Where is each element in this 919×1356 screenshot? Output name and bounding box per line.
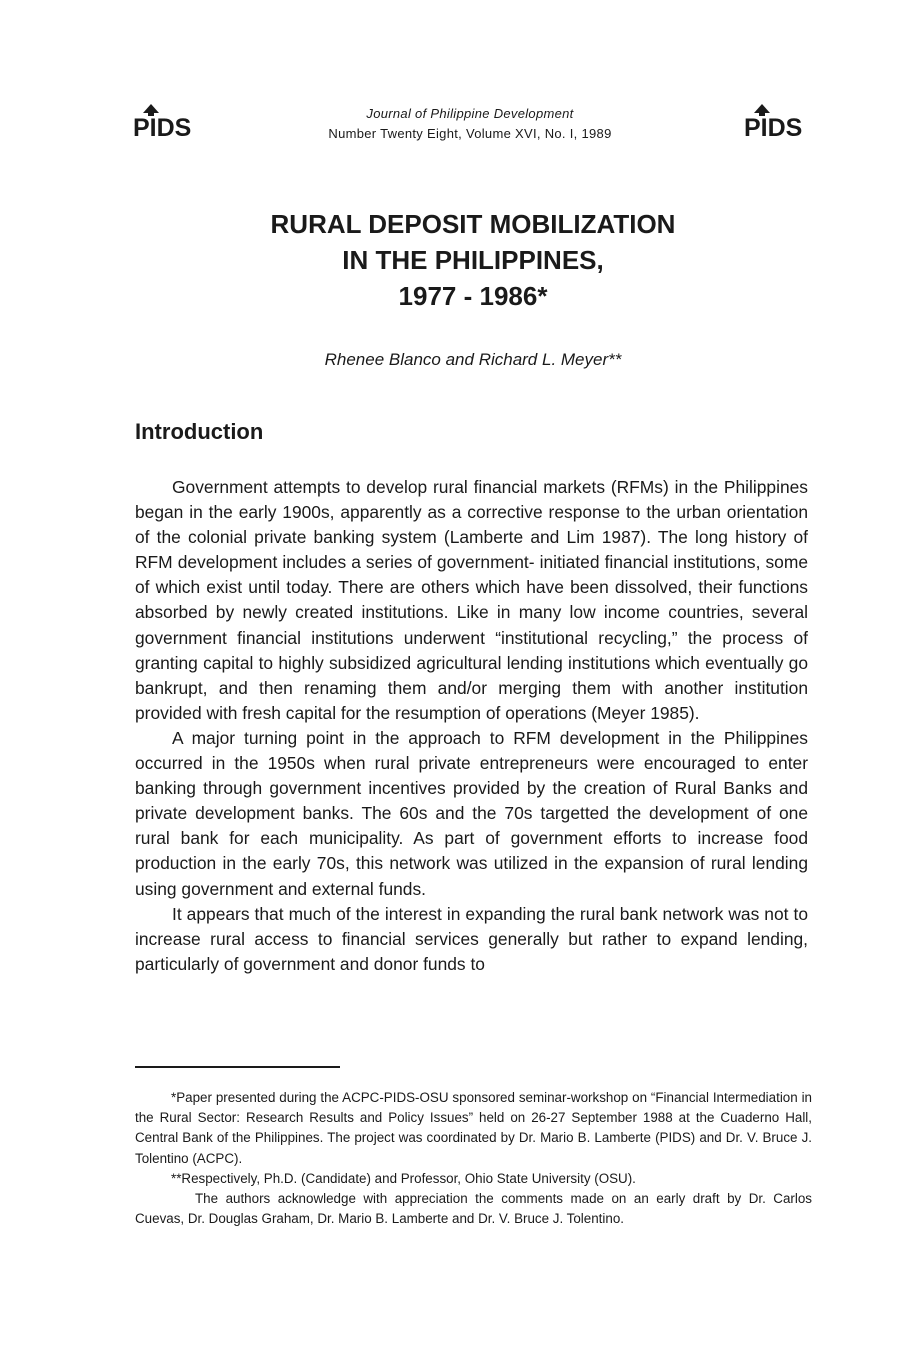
authors: Rhenee Blanco and Richard L. Meyer** <box>324 350 622 369</box>
section-heading: Introduction <box>135 419 264 444</box>
journal-header <box>260 104 680 144</box>
logo-text: PIDS <box>744 114 803 140</box>
pids-logo-left <box>133 100 203 140</box>
footnote-separator <box>135 1066 340 1068</box>
footnotes <box>135 1088 812 1229</box>
pids-logo-right <box>744 100 814 140</box>
journal-issue: Number Twenty Eight, Volume XVI, No. I, 1989 <box>328 126 612 141</box>
paragraph: It appears that much of the interest in expanding the rural bank network was not to increase rural access to financial services generally but rather to expand lending, particularly of government and donor funds to <box>135 903 808 974</box>
journal-name: Journal of Philippine Development <box>366 106 574 121</box>
title-line: RURAL DEPOSIT MOBILIZATION <box>270 209 676 239</box>
footnote-paper: *Paper presented during the ACPC-PIDS-OSU sponsored seminar-workshop on “Financial Intermediation in the Rural Sector: Research Results and Policy Issues” held on 26-27 September 1988 at the Cuaderno Hall, Central Bank of the Philippines. The project was coordinated by Dr. Mario B. Lamberte (PIDS) and Dr. V. Bruce J. Tolentino (ACPC). <box>135 1090 812 1166</box>
pids-logo-icon <box>133 100 203 140</box>
paragraph: Government attempts to develop rural financial markets (RFMs) in the Philippines began in the early 1900s, apparently as a corrective response to the urban orientation of the colonial private banking system (Lamberte and Lim 1987). The long history of RFM development includes a series of government- initiated financial institutions, some of which exist until today. There are others which have been dissolved, their functions absorbed by newly created institutions. Like in many low income countries, several government financial institutions underwent “institutional recycling,” the process of granting capital to highly subsidized agricultural lending institutions which eventually go bankrupt, and then renaming them and/or merging them with another institution provided with fresh capital for the resumption of operations (Meyer 1985). <box>135 477 808 723</box>
footnote-authors: **Respectively, Ph.D. (Candidate) and Professor, Ohio State University (OSU). <box>171 1170 636 1186</box>
paragraph: A major turning point in the approach to RFM development in the Philippines occurred in the 1950s when rural private entrepreneurs were encouraged to enter banking through government incentives provided by the creation of Rural Banks and private development banks. The 60s and the 70s targetted the development of one rural bank for each municipality. As part of government efforts to increase food production in the early 70s, this network was utilized in the expansion of rural lending using government and external funds. <box>135 727 808 899</box>
title-line: IN THE PHILIPPINES, <box>342 245 604 275</box>
paper-title <box>160 206 786 314</box>
body-text <box>135 475 808 977</box>
pids-logo-icon <box>744 100 814 140</box>
logo-text: PIDS <box>133 114 192 140</box>
footnote-acknowledgement: The authors acknowledge with appreciation the comments made on an early draft by Dr. Carlos Cuevas, Dr. Douglas Graham, Dr. Mario B. Lamberte and Dr. V. Bruce J. Tolentino. <box>135 1191 812 1227</box>
title-line: 1977 - 1986* <box>398 281 548 311</box>
